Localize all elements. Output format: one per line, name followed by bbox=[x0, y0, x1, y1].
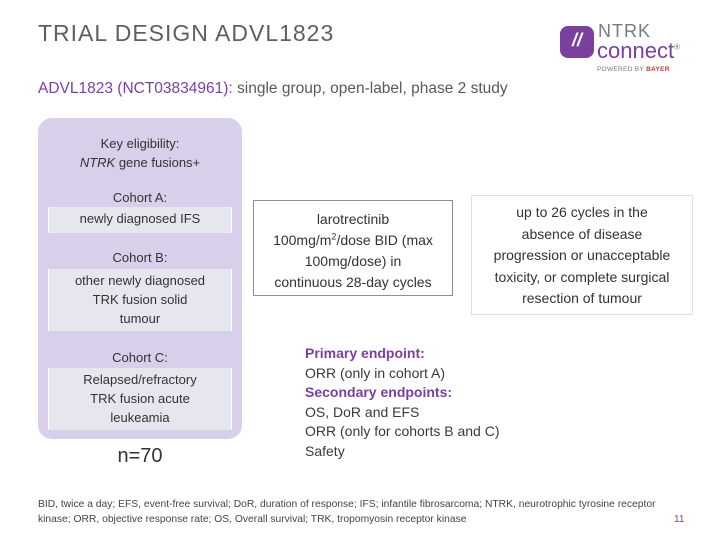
primary-endpoint-item: ORR (only in cohort A) bbox=[305, 364, 446, 381]
sample-size: n=70 bbox=[117, 445, 163, 467]
primary-endpoint-heading: Primary endpoint: bbox=[305, 345, 425, 361]
ntrk-connect-logo bbox=[560, 22, 700, 78]
abbreviations-footnote: BID, twice a day; EFS, event-free survival; DoR, duration of response; IFS; infantile fibrosarcoma; NTRK, neurotrophic tyrosine receptor kinase; ORR, objective response rate; OS, Overall survival; TRK, tropomyosin receptor kinase bbox=[38, 499, 656, 525]
logo-connect-text: connect® bbox=[597, 38, 680, 63]
secondary-endpoint-item: Safety bbox=[305, 442, 345, 459]
secondary-endpoint-heading: Secondary endpoints: bbox=[305, 384, 453, 400]
endpoints bbox=[305, 344, 500, 461]
study-subtitle bbox=[38, 80, 508, 98]
treatment-box bbox=[253, 200, 453, 296]
study-id: ADVL1823 (NCT03834961): bbox=[38, 80, 233, 97]
cohort-c-line: leukeamia bbox=[110, 410, 170, 425]
cohort-c-label: Cohort C: bbox=[112, 350, 168, 365]
treatment-cycles: continuous 28-day cycles bbox=[274, 274, 432, 290]
logo-mark-icon: // bbox=[560, 26, 594, 58]
cohort-b-line: TRK fusion solid bbox=[92, 292, 188, 307]
duration-line: absence of disease bbox=[521, 225, 643, 242]
treatment-drug: larotrectinib bbox=[316, 211, 390, 227]
treatment-max: 100mg/dose) in bbox=[304, 253, 402, 269]
page-number: 11 bbox=[674, 514, 685, 525]
cohort-c-line: Relapsed/refractory bbox=[83, 372, 197, 387]
secondary-endpoint-item: ORR (only for cohorts B and C) bbox=[305, 423, 500, 439]
cohort-b-line: tumour bbox=[119, 311, 161, 326]
cohort-b-line: other newly diagnosed bbox=[74, 273, 206, 288]
cohort-a-box bbox=[48, 207, 232, 233]
duration-line: progression or unacceptable bbox=[493, 247, 671, 263]
logo-ntrk-text: NTRK bbox=[598, 21, 651, 41]
cohort-c-box bbox=[48, 368, 232, 430]
study-description: single group, open-label, phase 2 study bbox=[232, 80, 508, 97]
eligibility-criteria: NTRK gene fusions+ bbox=[79, 155, 201, 170]
cohort-c-line: TRK fusion acute bbox=[90, 391, 190, 406]
slide-title: TRIAL DESIGN ADVL1823 bbox=[38, 20, 335, 46]
duration-line: up to 26 cycles in the bbox=[516, 204, 648, 220]
logo-powered-by: POWERED BY BAYER bbox=[597, 66, 670, 73]
duration-line: resection of tumour bbox=[522, 290, 642, 306]
cohort-a-line: newly diagnosed IFS bbox=[79, 211, 201, 226]
cohort-b-box bbox=[48, 269, 232, 331]
secondary-endpoint-item: OS, DoR and EFS bbox=[305, 403, 420, 420]
cohort-a-label: Cohort A: bbox=[112, 190, 168, 205]
eligibility-title: Key eligibility: bbox=[100, 136, 180, 151]
treatment-dose: $100mg/m^2$/dose BID (max bbox=[273, 231, 433, 248]
duration-box bbox=[472, 196, 692, 314]
cohort-b-label: Cohort B: bbox=[112, 250, 168, 265]
duration-line: toxicity, or complete surgical bbox=[494, 268, 670, 285]
